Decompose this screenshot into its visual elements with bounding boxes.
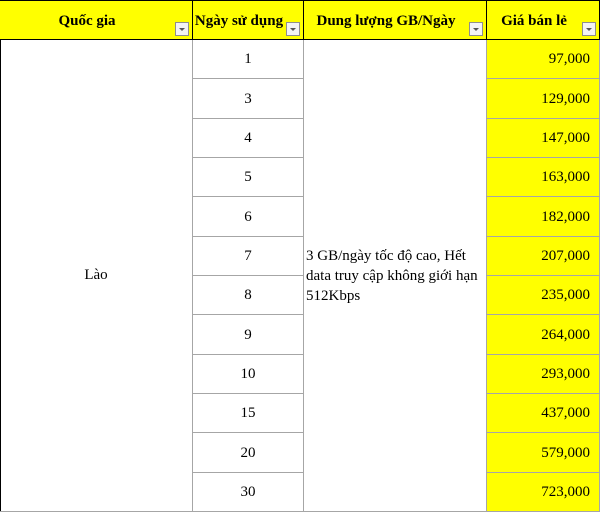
price-value: 235,000 [541, 287, 590, 303]
price-value: 163,000 [541, 169, 590, 185]
country-label: Lào [84, 267, 108, 283]
price-value: 293,000 [541, 366, 590, 382]
days-value: 1 [244, 51, 252, 67]
price-cell[interactable] [487, 79, 600, 119]
price-value: 723,000 [541, 484, 590, 500]
header-country-label: Quốc gia [58, 13, 116, 29]
price-cell[interactable] [487, 315, 600, 355]
header-data[interactable] [304, 0, 487, 40]
days-value: 7 [244, 248, 252, 264]
days-cell[interactable] [193, 433, 304, 473]
days-cell[interactable] [193, 40, 304, 79]
days-value: 30 [240, 484, 256, 500]
price-value: 97,000 [548, 51, 590, 67]
price-cell[interactable] [487, 197, 600, 237]
days-cell[interactable] [193, 119, 304, 158]
days-cell[interactable] [193, 394, 304, 433]
days-cell[interactable] [193, 276, 304, 315]
days-value: 6 [244, 209, 252, 225]
price-cell[interactable] [487, 355, 600, 394]
filter-dropdown-icon[interactable] [469, 22, 483, 36]
days-value: 15 [240, 405, 256, 421]
header-price-label: Giá bán lẻ [501, 13, 567, 29]
days-value: 20 [240, 445, 256, 461]
data-description-text: 3 GB/ngày tốc độ cao, Hết data truy cập không giới hạn 512Kbps [306, 247, 478, 304]
price-value: 437,000 [541, 405, 590, 421]
country-cell[interactable] [0, 40, 193, 512]
data-description-cell[interactable] [304, 40, 487, 512]
price-cell[interactable] [487, 237, 600, 276]
days-value: 10 [240, 366, 256, 382]
price-cell[interactable] [487, 394, 600, 433]
header-data-label: Dung lượng GB/Ngày [316, 13, 456, 29]
price-cell[interactable] [487, 276, 600, 315]
header-days[interactable] [193, 0, 304, 40]
days-value: 4 [244, 130, 252, 146]
filter-dropdown-icon[interactable] [175, 22, 189, 36]
price-value: 264,000 [541, 327, 590, 343]
price-value: 129,000 [541, 91, 590, 107]
price-cell[interactable] [487, 119, 600, 158]
price-cell[interactable] [487, 433, 600, 473]
days-cell[interactable] [193, 473, 304, 512]
days-value: 9 [244, 327, 252, 343]
header-country[interactable] [0, 0, 193, 40]
days-cell[interactable] [193, 237, 304, 276]
days-value: 8 [244, 287, 252, 303]
days-cell[interactable] [193, 158, 304, 197]
price-cell[interactable] [487, 473, 600, 512]
days-value: 5 [244, 169, 252, 185]
price-cell[interactable] [487, 40, 600, 79]
days-cell[interactable] [193, 355, 304, 394]
days-cell[interactable] [193, 79, 304, 119]
filter-dropdown-icon[interactable] [286, 22, 300, 36]
header-days-label: Ngày sử dụng [194, 13, 284, 29]
filter-dropdown-icon[interactable] [582, 22, 596, 36]
days-cell[interactable] [193, 315, 304, 355]
price-value: 147,000 [541, 130, 590, 146]
price-cell[interactable] [487, 158, 600, 197]
days-value: 3 [244, 91, 252, 107]
days-cell[interactable] [193, 197, 304, 237]
header-price[interactable] [487, 0, 600, 40]
price-value: 207,000 [541, 248, 590, 264]
price-value: 579,000 [541, 445, 590, 461]
price-value: 182,000 [541, 209, 590, 225]
